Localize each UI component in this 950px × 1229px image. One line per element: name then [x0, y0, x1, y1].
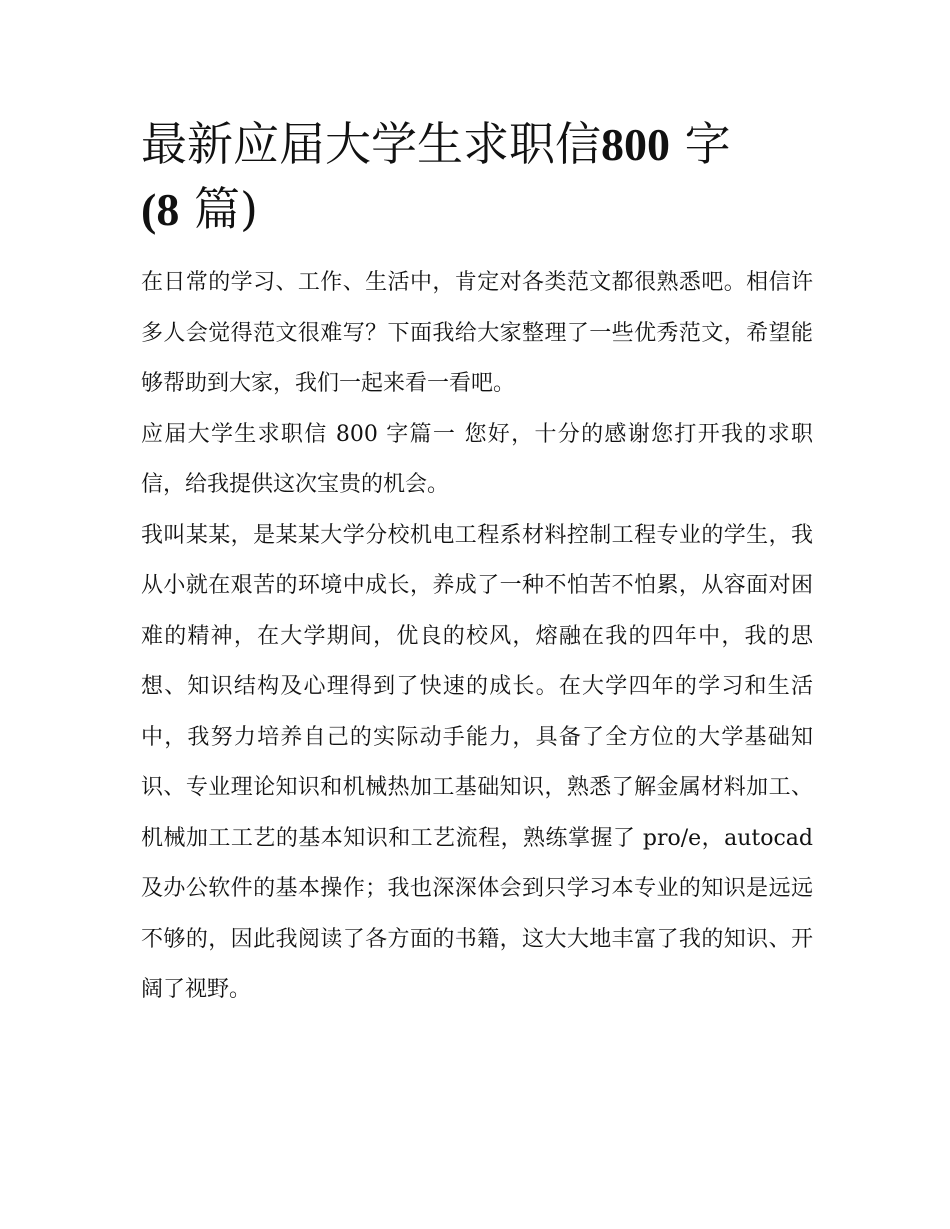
title-number: 800 — [601, 119, 670, 170]
self-introduction-paragraph: 我叫某某，是某某大学分校机电工程系材料控制工程专业的学生，我从小就在艰苦的环境中成长，养成了一种不怕苦不怕累，从容面对困难的精神，在大学期间，优良的校风，熔融在我的四年中，我的思想、知识结构及心理得到了快速的成长。在大学四年的学习和生活中，我努力培养自己的实际动手能力，具备了全方位的大学基础知识、专业理论知识和机械热加工基础知识，熟悉了解金属材料加工、机械加工工艺的基本知识和工艺流程，熟练掌握了 pro/e，autocad 及办公软件的基本操作；我也深深体会到只学习本专业的知识是远远不够的，因此我阅读了各方面的书籍，这大大地丰富了我的知识、开阔了视野。 — [141, 522, 813, 1002]
document-body — [141, 112, 813, 1016]
intro-paragraph: 在日常的学习、工作、生活中，肯定对各类范文都很熟悉吧。相信许多人会觉得范文很难写？下面我给大家整理了一些优秀范文，希望能够帮助到大家，我们一起来看一看吧。 — [141, 270, 813, 396]
title-char: 字 — [684, 117, 731, 171]
greeting-paragraph: 应届大学生求职信 800 字篇一 您好，十分的感谢您打开我的求职信，给我提供这次宝贵的机会。 — [141, 421, 813, 497]
document-title — [141, 112, 813, 242]
title-suffix: 篇) — [193, 182, 258, 236]
title-count: (8 — [141, 184, 180, 235]
title-text: 最新应届大学生求职信 — [141, 117, 601, 171]
